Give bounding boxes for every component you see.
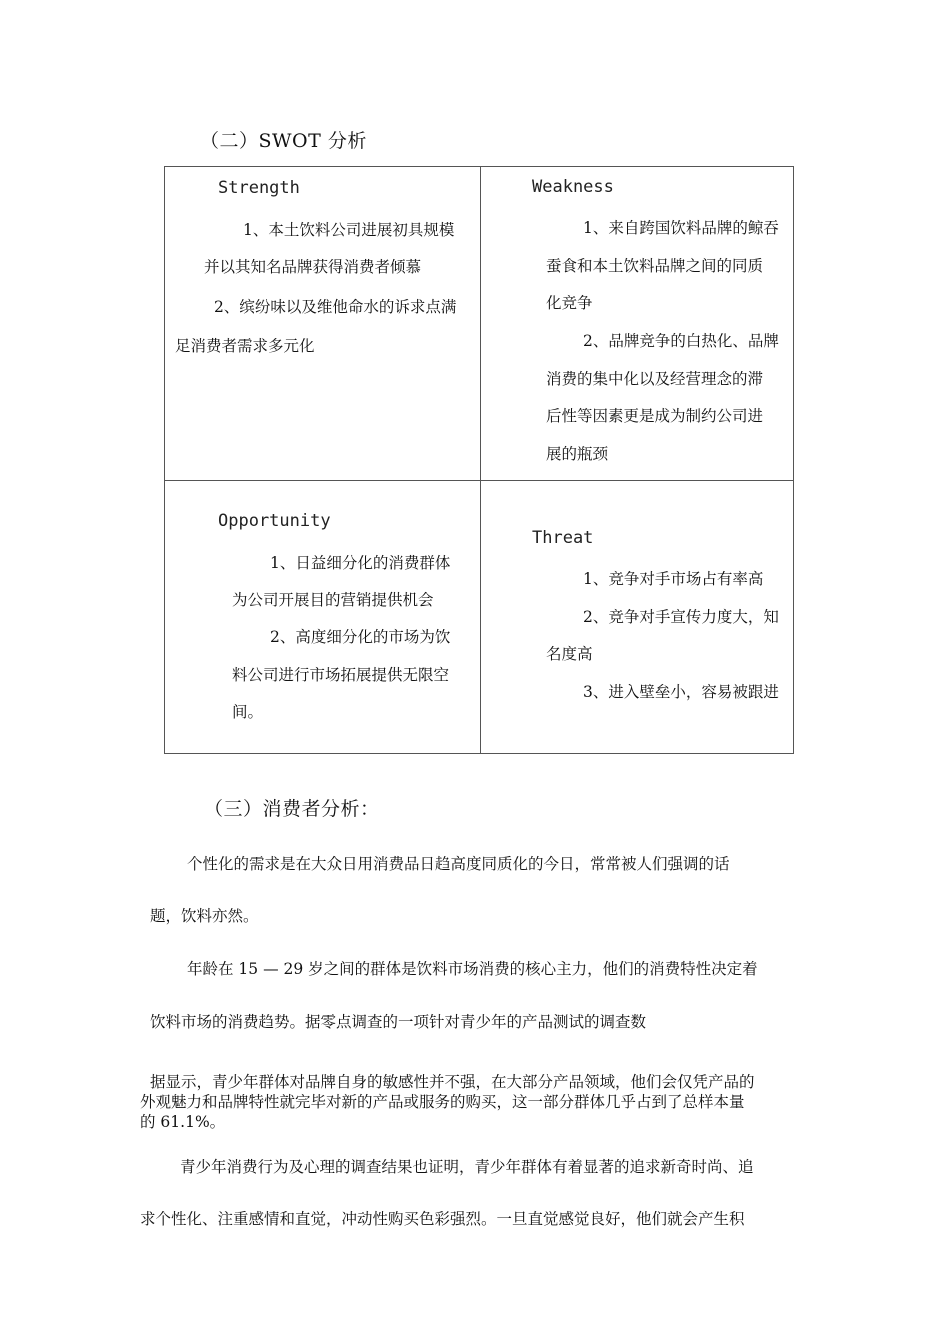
threat-item-2-line-2: 名度高 bbox=[546, 645, 593, 663]
weakness-item-2-line-1: 2、品牌竞争的白热化、品牌 bbox=[583, 332, 779, 350]
strength-item-2-line-1: 2、缤纷味以及维他命水的诉求点满 bbox=[214, 298, 457, 316]
weakness-item-2-line-3: 后性等因素更是成为制约公司进 bbox=[546, 407, 764, 425]
opportunity-title: Opportunity bbox=[218, 511, 331, 531]
swot-heading: （二）SWOT 分析 bbox=[200, 130, 367, 152]
threat-title: Threat bbox=[532, 528, 594, 548]
consumer-paragraph-3-line-1: 据显示，青少年群体对品牌自身的敏感性并不强，在大部分产品领域，他们会仅凭产品的 bbox=[150, 1073, 755, 1091]
weakness-item-1-line-1: 1、来自跨国饮料品牌的鲸吞 bbox=[583, 219, 779, 237]
consumer-paragraph-1-line-1: 个性化的需求是在大众日用消费品日趋高度同质化的今日，常常被人们强调的话 bbox=[187, 855, 730, 873]
weakness-item-1-line-2: 蚕食和本土饮料品牌之间的同质 bbox=[546, 257, 764, 275]
opportunity-item-1-line-1: 1、日益细分化的消费群体 bbox=[270, 554, 451, 572]
opportunity-item-1-line-2: 为公司开展目的营销提供机会 bbox=[232, 591, 434, 609]
table-divider-horizontal bbox=[165, 480, 793, 481]
weakness-item-1-line-3: 化竞争 bbox=[546, 294, 593, 312]
consumer-paragraph-3-line-2: 外观魅力和品牌特性就完毕对新的产品或服务的购买，这一部分群体几乎占到了总样本量 bbox=[140, 1093, 745, 1111]
opportunity-item-2-line-1: 2、高度细分化的市场为饮 bbox=[270, 628, 451, 646]
consumer-paragraph-2-line-2: 饮料市场的消费趋势。据零点调查的一项针对青少年的产品测试的调查数 bbox=[150, 1013, 647, 1031]
weakness-item-2-line-2: 消费的集中化以及经营理念的滞 bbox=[546, 370, 764, 388]
weakness-item-2-line-4: 展的瓶颈 bbox=[546, 445, 609, 463]
consumer-paragraph-1-line-2: 题，饮料亦然。 bbox=[150, 907, 259, 925]
strength-item-1-line-1: 1、本土饮料公司进展初具规模 bbox=[243, 221, 455, 239]
consumer-heading: （三）消费者分析： bbox=[204, 798, 380, 820]
threat-item-3-line-1: 3、进入壁垒小，容易被跟进 bbox=[583, 683, 779, 701]
weakness-title: Weakness bbox=[532, 177, 614, 197]
strength-title: Strength bbox=[218, 178, 300, 198]
threat-item-2-line-1: 2、竞争对手宣传力度大，知 bbox=[583, 608, 779, 626]
consumer-paragraph-2-line-1: 年龄在 15 — 29 岁之间的群体是饮料市场消费的核心主力，他们的消费特性决定着 bbox=[187, 960, 758, 978]
opportunity-item-2-line-2: 料公司进行市场拓展提供无限空 bbox=[232, 666, 450, 684]
consumer-paragraph-4-line-1: 青少年消费行为及心理的调查结果也证明，青少年群体有着显著的追求新奇时尚、追 bbox=[180, 1158, 754, 1176]
consumer-paragraph-4-line-2: 求个性化、注重感情和直觉，冲动性购买色彩强烈。一旦直觉感觉良好，他们就会产生积 bbox=[140, 1210, 745, 1228]
table-divider-vertical bbox=[480, 167, 481, 753]
opportunity-item-2-line-3: 间。 bbox=[232, 703, 264, 721]
strength-item-2-line-2: 足消费者需求多元化 bbox=[175, 337, 315, 355]
strength-item-1-line-2: 并以其知名品牌获得消费者倾慕 bbox=[204, 258, 422, 276]
consumer-paragraph-3-line-3: 的 61.1%。 bbox=[140, 1113, 226, 1131]
threat-item-1-line-1: 1、竞争对手市场占有率高 bbox=[583, 570, 764, 588]
